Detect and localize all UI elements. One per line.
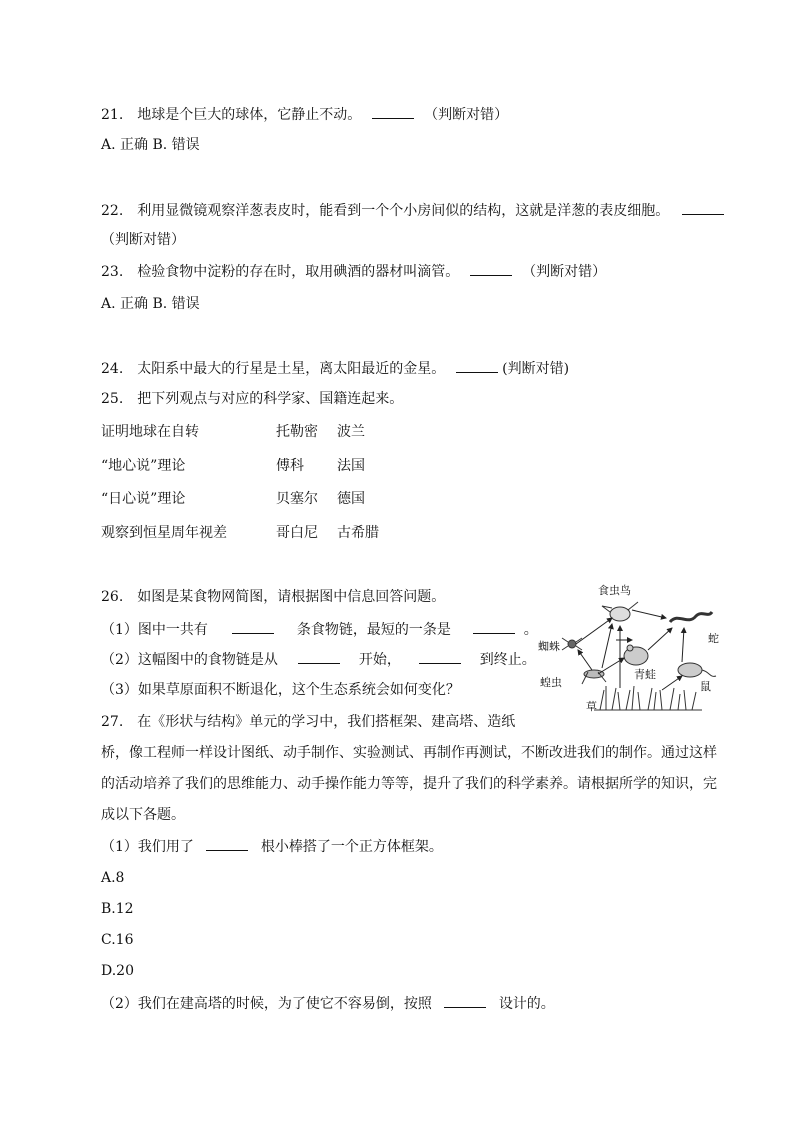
mouse-illustration bbox=[678, 663, 716, 677]
q27-option-b[interactable]: B.12 bbox=[101, 901, 134, 917]
q26-sub1 bbox=[101, 619, 538, 640]
q24-blank[interactable] bbox=[456, 358, 498, 373]
q25-view-1[interactable]: 证明地球在自转 bbox=[101, 424, 199, 440]
q25-scientist-3[interactable]: 贝塞尔 bbox=[276, 491, 318, 507]
q26-sub2-b: 开始， bbox=[358, 652, 401, 668]
q27-option-d[interactable]: D.20 bbox=[101, 963, 134, 979]
q25-view-2[interactable]: “地心说”理论 bbox=[101, 458, 186, 474]
q27-sub1-a: （1）我们用了 bbox=[101, 839, 194, 855]
snake-illustration bbox=[670, 612, 712, 622]
q24-stem bbox=[101, 358, 569, 379]
q22-stem bbox=[101, 200, 724, 221]
bird-illustration bbox=[602, 602, 638, 621]
label-bird: 食虫鸟 bbox=[598, 584, 631, 597]
q27-option-c[interactable]: C.16 bbox=[101, 932, 134, 948]
q25-scientist-1[interactable]: 托勒密 bbox=[276, 424, 318, 440]
q21-stem bbox=[101, 104, 508, 125]
q26-sub2-c: 到终止。 bbox=[479, 652, 536, 668]
q26-sub1-blank1[interactable] bbox=[232, 619, 274, 634]
q27-option-a[interactable]: A.8 bbox=[101, 870, 125, 886]
q26-sub1-b: 条食物链，最短的一条是 bbox=[296, 622, 451, 638]
q24-text: 24. 太阳系中最大的行星是土星，离太阳最近的金星。 bbox=[101, 361, 446, 377]
frog-illustration bbox=[624, 645, 648, 665]
q25-scientist-4[interactable]: 哥白尼 bbox=[276, 525, 318, 541]
q23-options: A. 正确 B. 错误 bbox=[101, 296, 200, 312]
q25-country-2[interactable]: 法国 bbox=[337, 458, 365, 474]
q26-sub2-blank2[interactable] bbox=[419, 649, 461, 664]
q27-sub2-blank[interactable] bbox=[444, 993, 486, 1008]
q23-text: 23. 检验食物中淀粉的存在时，取用碘酒的器材叫滴管。 bbox=[101, 264, 460, 280]
q27-sub2-b: 设计的。 bbox=[498, 996, 555, 1012]
q26-stem: 26. 如图是某食物网简图，请根据图中信息回答问题。 bbox=[101, 589, 446, 605]
label-snake: 蛇 bbox=[708, 632, 719, 645]
q21-suffix: （判断对错） bbox=[424, 107, 509, 123]
label-grasshopper: 蝗虫 bbox=[540, 676, 562, 689]
q21-blank[interactable] bbox=[372, 104, 414, 119]
q23-blank[interactable] bbox=[470, 261, 512, 276]
grasshopper-illustration bbox=[582, 670, 606, 684]
q26-sub3: （3）如果草原面积不断退化，这个生态系统会如何变化？ bbox=[101, 682, 460, 698]
q26-sub2-blank1[interactable] bbox=[298, 649, 340, 664]
grass-illustration bbox=[594, 686, 702, 710]
q27-sub1-blank[interactable] bbox=[206, 836, 248, 851]
q26-sub1-a: （1）图中一共有 bbox=[101, 622, 208, 638]
label-frog: 青蛙 bbox=[634, 668, 656, 681]
q26-sub1-blank2[interactable] bbox=[473, 619, 515, 634]
q27-line4: 成以下各题。 bbox=[101, 807, 185, 823]
q27-line2: 桥，像工程师一样设计图纸、动手制作、实验测试、再制作再测试，不断改进我们的制作。通过这样 bbox=[101, 745, 717, 761]
q27-sub2 bbox=[101, 993, 555, 1014]
q25-scientist-2[interactable]: 傅科 bbox=[276, 458, 304, 474]
q25-country-4[interactable]: 古希腊 bbox=[337, 525, 379, 541]
q27-sub1-b: 根小棒搭了一个正方体框架。 bbox=[260, 839, 443, 855]
q24-suffix: (判断对错) bbox=[502, 361, 570, 377]
q27-line3: 的活动培养了我们的思维能力、动手操作能力等等，提升了我们的科学素养。请根据所学的知识，完 bbox=[101, 776, 717, 792]
spider-illustration bbox=[562, 638, 582, 650]
food-web-figure bbox=[532, 578, 726, 716]
label-grass: 草 bbox=[586, 700, 597, 713]
q27-sub2-a: （2）我们在建高塔的时候，为了使它不容易倒，按照 bbox=[101, 996, 432, 1012]
q25-country-1[interactable]: 波兰 bbox=[337, 424, 365, 440]
label-spider: 蜘蛛 bbox=[538, 640, 560, 653]
q26-sub1-c: 。 bbox=[523, 622, 538, 638]
q23-suffix: （判断对错） bbox=[522, 264, 607, 280]
q22-blank[interactable] bbox=[682, 200, 724, 215]
q25-stem: 25. 把下列观点与对应的科学家、国籍连起来。 bbox=[101, 391, 404, 407]
food-web-diagram bbox=[532, 578, 726, 716]
q27-line1: 27. 在《形状与结构》单元的学习中，我们搭框架、建高塔、造纸 bbox=[101, 714, 516, 730]
q21-text: 21. 地球是个巨大的球体，它静止不动。 bbox=[101, 107, 362, 123]
q26-sub2 bbox=[101, 649, 536, 670]
q23-stem bbox=[101, 261, 606, 282]
label-mouse: 鼠 bbox=[700, 680, 711, 693]
q27-sub1 bbox=[101, 836, 443, 857]
q22-suffix: （判断对错） bbox=[101, 232, 185, 248]
q25-country-3[interactable]: 德国 bbox=[337, 491, 365, 507]
q21-options: A. 正确 B. 错误 bbox=[101, 137, 200, 153]
q25-view-4[interactable]: 观察到恒星周年视差 bbox=[101, 525, 227, 541]
q22-text: 22. 利用显微镜观察洋葱表皮时，能看到一个个小房间似的结构，这就是洋葱的表皮细胞。 bbox=[101, 203, 670, 219]
q26-sub2-a: （2）这幅图中的食物链是从 bbox=[101, 652, 278, 668]
q25-view-3[interactable]: “日心说”理论 bbox=[101, 491, 186, 507]
